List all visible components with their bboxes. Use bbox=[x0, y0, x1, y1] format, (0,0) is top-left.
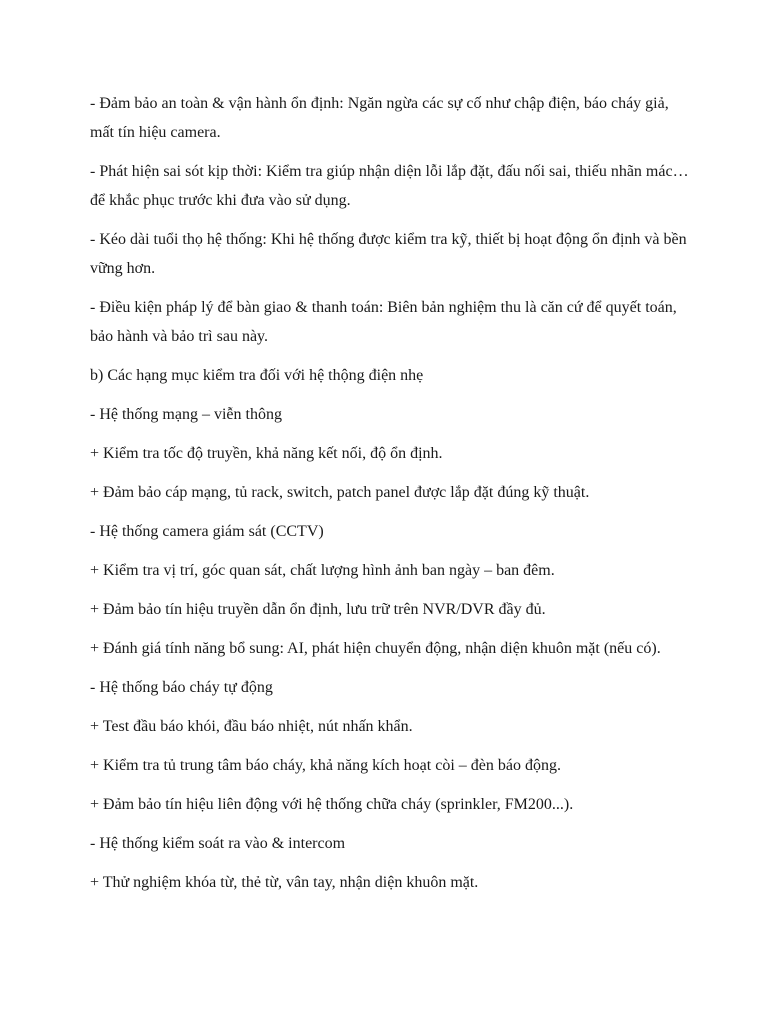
item-network: - Hệ thống mạng – viễn thông bbox=[90, 406, 282, 423]
subitem-network-cabling: + Đảm bảo cáp mạng, tủ rack, switch, patch panel được lắp đặt đúng kỹ thuật. bbox=[90, 484, 590, 501]
subitem-fire-detectors: + Test đầu báo khói, đầu báo nhiệt, nút nhấn khẩn. bbox=[90, 718, 413, 735]
paragraph-legal: - Điều kiện pháp lý để bàn giao & thanh toán: Biên bản nghiệm thu là căn cứ để quyết toán, bảo hành và bảo trì sau này. bbox=[90, 299, 677, 345]
subitem-fire-interlock: + Đảm bảo tín hiệu liên động với hệ thống chữa cháy (sprinkler, FM200...). bbox=[90, 796, 574, 813]
item-access-control: - Hệ thống kiểm soát ra vào & intercom bbox=[90, 835, 346, 852]
paragraph-error-detection: - Phát hiện sai sót kịp thời: Kiểm tra giúp nhận diện lỗi lắp đặt, đấu nối sai, thiếu nhãn mác… để khắc phục trước khi đưa vào sử dụng. bbox=[90, 163, 689, 209]
subitem-cctv-signal: + Đảm bảo tín hiệu truyền dẫn ổn định, lưu trữ trên NVR/DVR đầy đủ. bbox=[90, 601, 546, 618]
subitem-cctv-position: + Kiểm tra vị trí, góc quan sát, chất lượng hình ảnh ban ngày – ban đêm. bbox=[90, 562, 555, 579]
paragraph-safety: - Đảm bảo an toàn & vận hành ổn định: Ngăn ngừa các sự cố như chập điện, báo cháy giả, mất tín hiệu camera. bbox=[90, 95, 669, 141]
item-cctv: - Hệ thống camera giám sát (CCTV) bbox=[90, 523, 324, 540]
subitem-access-test: + Thử nghiệm khóa từ, thẻ từ, vân tay, nhận diện khuôn mặt. bbox=[90, 874, 479, 891]
document-body bbox=[90, 89, 690, 907]
subitem-network-speed: + Kiểm tra tốc độ truyền, khả năng kết nối, độ ổn định. bbox=[90, 445, 443, 462]
subitem-cctv-features: + Đánh giá tính năng bổ sung: AI, phát hiện chuyển động, nhận diện khuôn mặt (nếu có). bbox=[90, 640, 661, 657]
item-fire-alarm: - Hệ thống báo cháy tự động bbox=[90, 679, 273, 696]
section-heading-b: b) Các hạng mục kiểm tra đối với hệ thộng điện nhẹ bbox=[90, 367, 424, 384]
subitem-fire-panel: + Kiểm tra tủ trung tâm báo cháy, khả năng kích hoạt còi – đèn báo động. bbox=[90, 757, 561, 774]
paragraph-lifespan: - Kéo dài tuổi thọ hệ thống: Khi hệ thống được kiểm tra kỹ, thiết bị hoạt động ổn định và bền vững hơn. bbox=[90, 231, 687, 277]
